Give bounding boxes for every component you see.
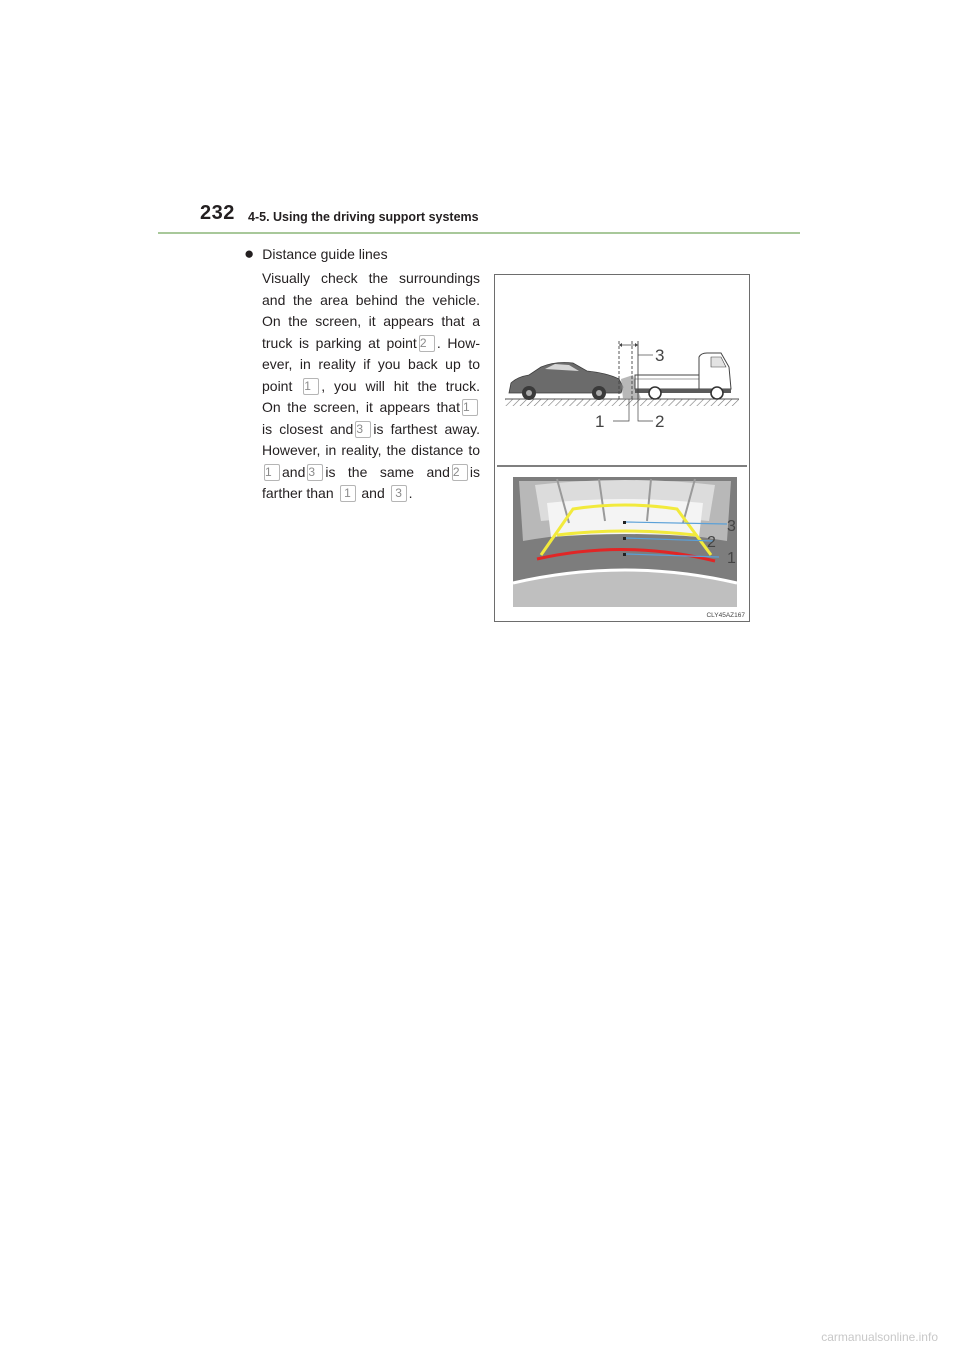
distance-guide-diagram [495, 275, 749, 621]
ref-marker-3: 3 [355, 421, 371, 438]
ref-marker-3: 3 [307, 464, 323, 481]
text-fragment: and [361, 485, 385, 501]
section-title: 4-5. Using the driving support systems [248, 210, 479, 224]
text-fragment: . [408, 485, 413, 501]
body-paragraph [262, 268, 480, 505]
screen-callout-1: 1 [727, 550, 736, 567]
text-fragment: is the same and [325, 463, 450, 480]
text-fragment: is [469, 463, 480, 480]
text-fragment: and [282, 463, 306, 480]
text-line: ever, in reality if you back up to [262, 356, 480, 372]
text-line [262, 462, 480, 484]
text-line: and the area behind the vehicle. [262, 291, 480, 308]
text-fragment: point [262, 377, 293, 394]
callout-2: 2 [655, 412, 665, 431]
text-fragment: farther than [262, 485, 334, 501]
text-line [262, 397, 480, 419]
text-fragment: . How- [436, 334, 480, 351]
callout-3: 3 [655, 346, 665, 365]
text-line: However, in reality, the distance to [262, 442, 480, 458]
illustration-figure [494, 274, 750, 622]
bullet-icon: ● [244, 244, 255, 263]
text-line: On the screen, it appears that a [262, 313, 480, 329]
page-number: 232 [200, 202, 235, 224]
screen-callout-2: 2 [707, 534, 716, 551]
site-watermark[interactable]: carmanualsonline.info [821, 1330, 938, 1344]
screen-callout-3: 3 [727, 518, 736, 535]
sedan-icon [509, 363, 623, 401]
text-line [262, 419, 480, 441]
truck-icon [635, 353, 731, 399]
ref-marker-2: 2 [419, 335, 435, 352]
text-line: Visually check the surroundings [262, 270, 480, 286]
ref-marker-1: 1 [303, 378, 319, 395]
text-fragment: On the screen, it appears that [262, 399, 460, 415]
ref-marker-2: 2 [452, 464, 468, 481]
text-fragment: , you will hit the truck. [321, 377, 481, 394]
ref-marker-3: 3 [391, 485, 407, 502]
ref-marker-1: 1 [340, 485, 356, 502]
camera-screen-view [513, 477, 737, 607]
text-line [262, 483, 480, 505]
ref-marker-1: 1 [264, 464, 280, 481]
text-line [262, 333, 480, 355]
callout-1: 1 [595, 412, 605, 431]
text-fragment: is farthest away. [373, 420, 480, 437]
side-view-scene [505, 341, 739, 421]
ground-hatch [505, 399, 739, 406]
header-rule [158, 232, 800, 234]
text-line [262, 376, 480, 398]
bullet-heading [244, 244, 388, 264]
text-fragment: is closest and [262, 420, 354, 437]
figure-code: CLY45AZ167 [706, 612, 745, 619]
ref-marker-1: 1 [462, 399, 478, 416]
bullet-title: Distance guide lines [262, 246, 388, 262]
text-fragment: truck is parking at point [262, 334, 417, 351]
